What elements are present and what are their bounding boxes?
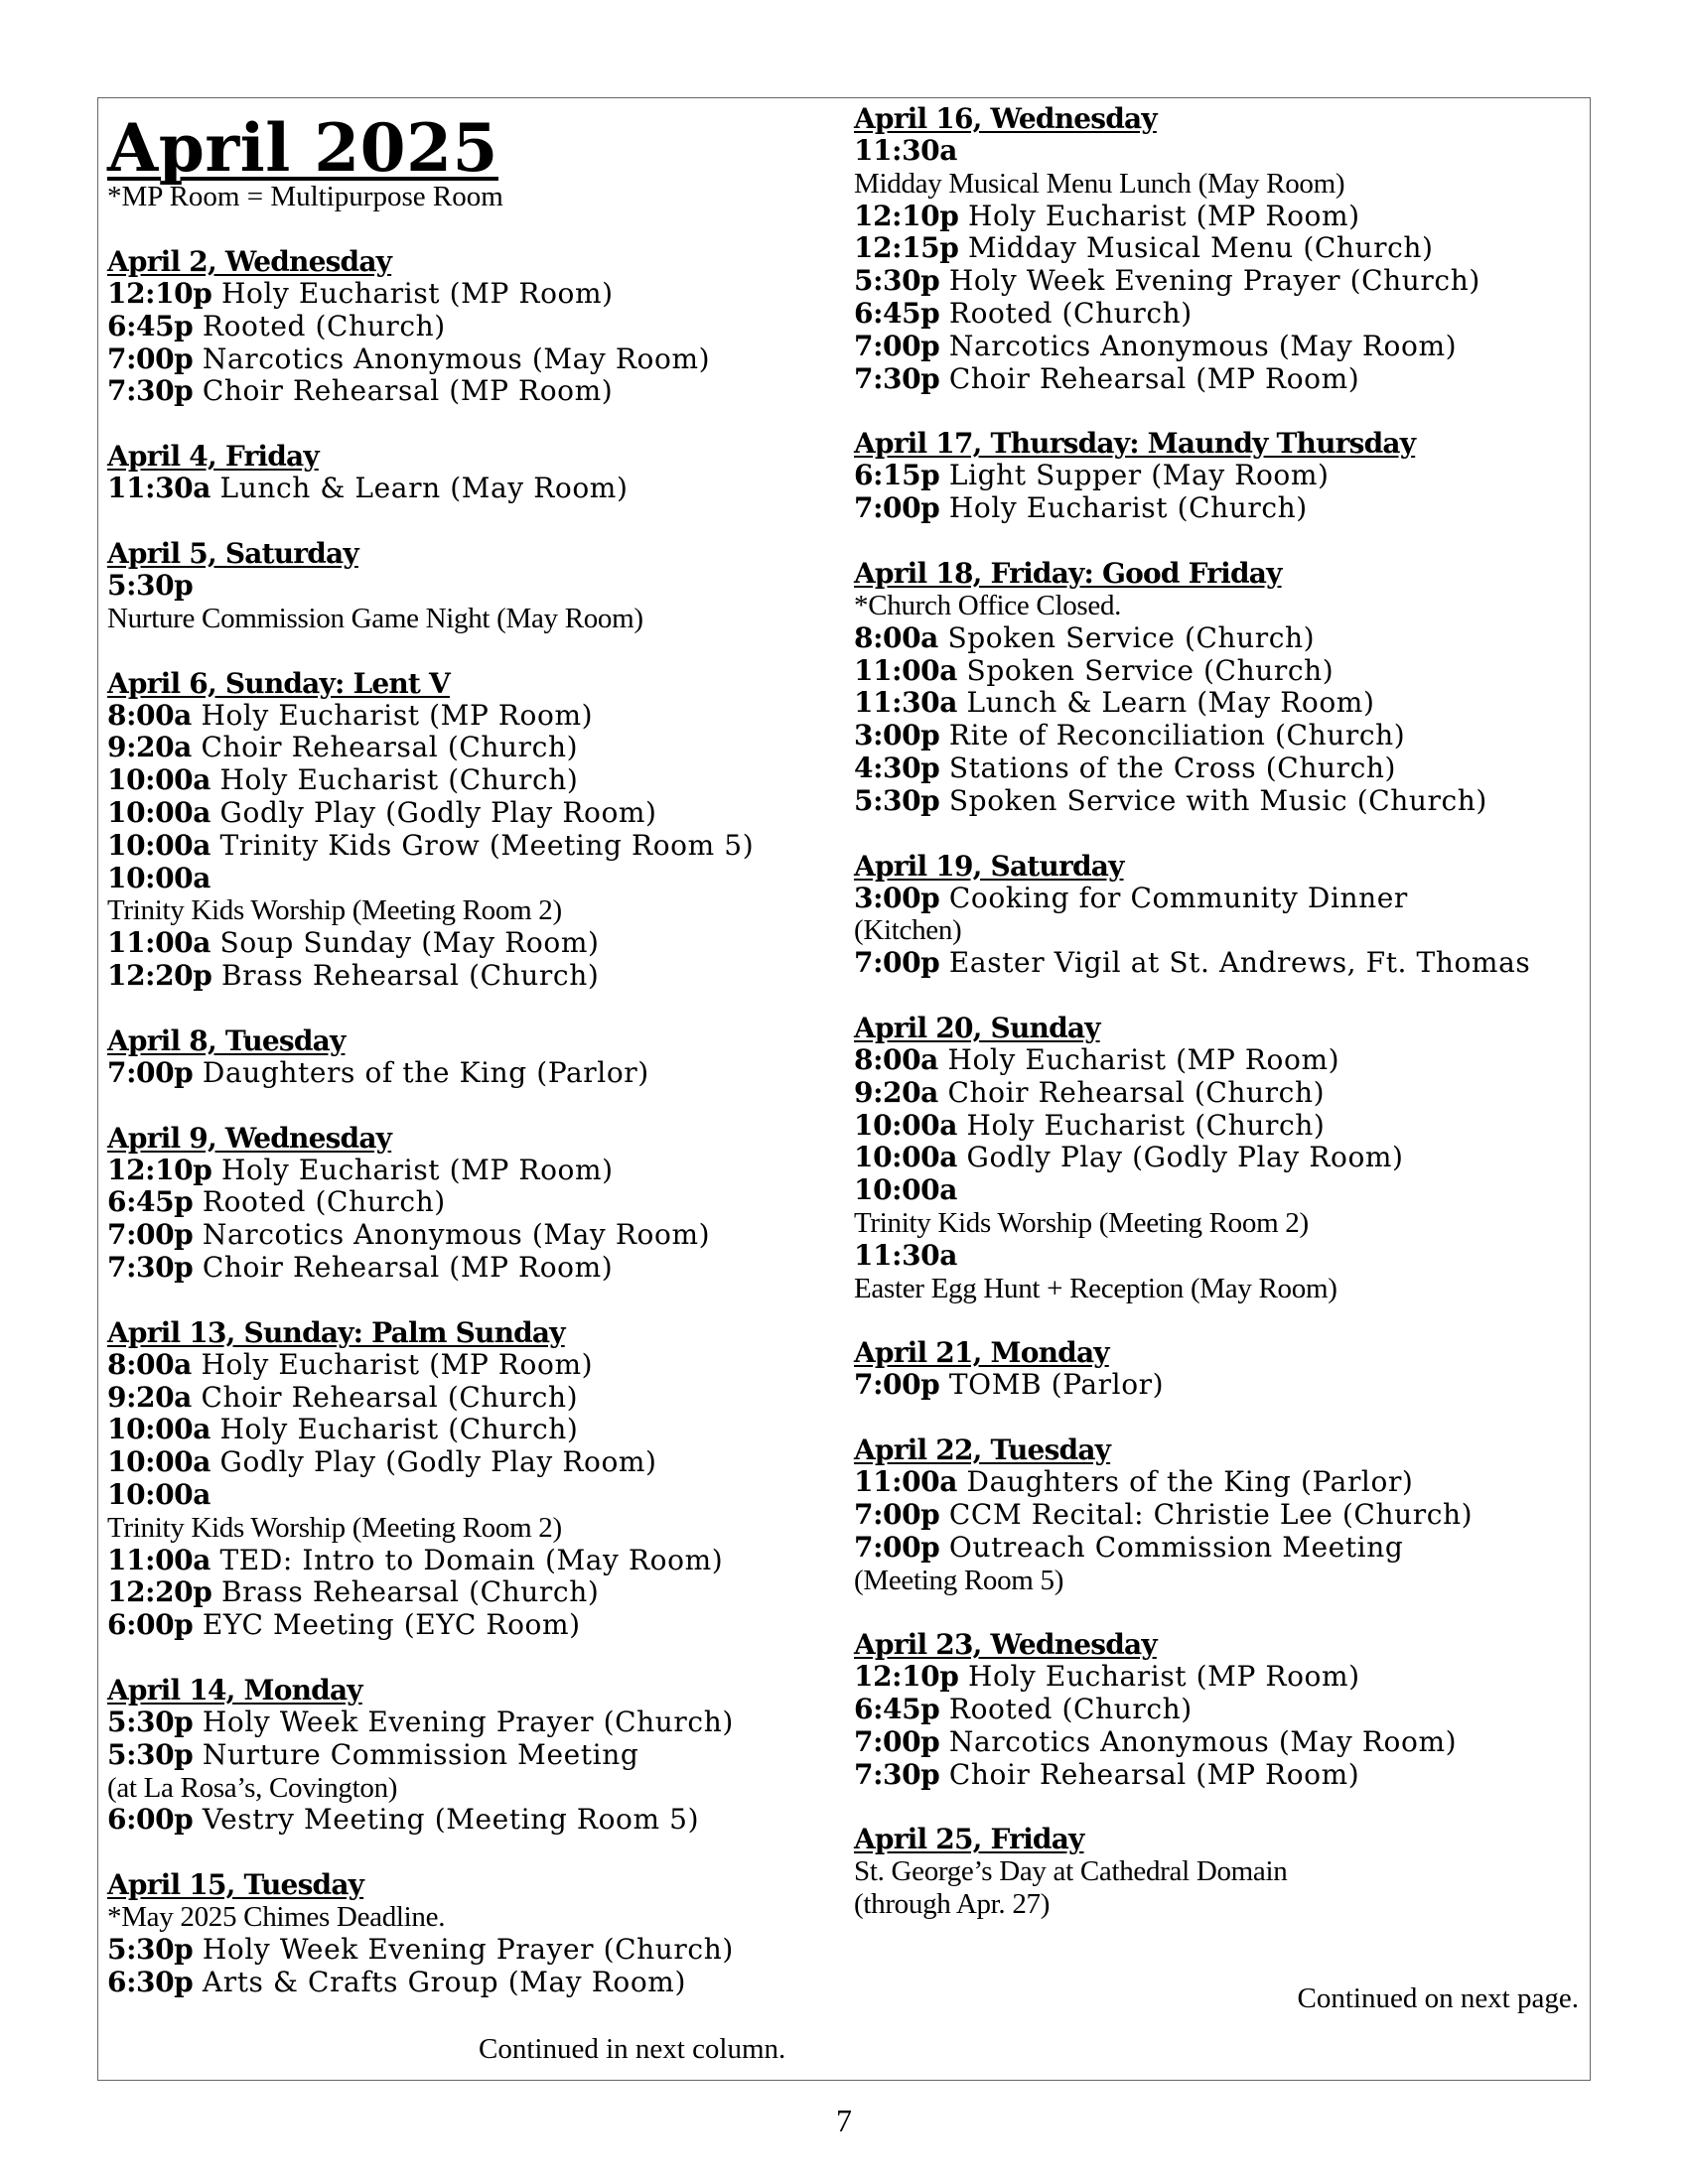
event-time: 5:30p <box>854 264 940 298</box>
event-item <box>854 201 1579 233</box>
event-time: 5:30p <box>107 1932 194 1966</box>
event-description: Holy Eucharist (MP Room) <box>220 277 614 310</box>
event-item <box>854 298 1579 331</box>
event-description-line: (at La Rosa’s, Covington) <box>107 1771 398 1804</box>
event-description: Holy Eucharist (MP Room) <box>201 1347 594 1381</box>
event-item <box>107 927 802 960</box>
event-time: 12:20p <box>107 958 212 992</box>
event-time: 12:15p <box>854 231 959 265</box>
event-time: 11:30a <box>854 134 958 167</box>
event-time: 12:10p <box>854 199 959 232</box>
day-block <box>107 538 802 635</box>
day-heading: April 21, Monday <box>854 1336 1109 1370</box>
event-description: Holy Eucharist (MP Room) <box>967 1660 1360 1694</box>
event-item <box>854 1110 1579 1143</box>
event-description: Holy Week Evening Prayer (Church) <box>202 1932 734 1966</box>
event-item <box>854 331 1579 363</box>
day-heading: April 17, Thursday: Maundy Thursday <box>854 427 1416 461</box>
event-time: 11:00a <box>107 1543 211 1576</box>
event-item <box>107 1479 802 1512</box>
event-time: 7:30p <box>854 1757 940 1791</box>
event-time: 11:30a <box>854 1238 958 1272</box>
event-item <box>854 1466 1579 1499</box>
event-description: Holy Eucharist (MP Room) <box>947 1042 1340 1076</box>
event-description-line: (Meeting Room 5) <box>854 1564 1064 1596</box>
day-block <box>107 1025 802 1090</box>
event-item <box>854 622 1579 655</box>
event-time: 3:00p <box>854 719 940 752</box>
event-item <box>107 960 802 993</box>
event-item <box>107 1414 802 1446</box>
event-item <box>107 473 802 505</box>
event-item <box>107 1804 802 1837</box>
event-description: Outreach Commission Meeting <box>948 1530 1404 1564</box>
event-item <box>107 830 802 863</box>
event-description: TOMB (Parlor) <box>948 1368 1165 1402</box>
event-time: 5:30p <box>854 783 940 817</box>
day-heading: April 2, Wednesday <box>107 245 392 278</box>
event-time: 7:30p <box>107 1250 194 1284</box>
event-time: 12:10p <box>854 1660 959 1694</box>
event-item <box>107 343 802 376</box>
event-description: Rooted (Church) <box>948 1693 1193 1726</box>
event-item <box>107 732 802 764</box>
event-time: 10:00a <box>107 1477 211 1511</box>
day-block <box>107 246 802 408</box>
event-item <box>107 570 802 603</box>
event-item <box>107 1576 802 1609</box>
event-description: Holy Eucharist (Church) <box>966 1108 1326 1142</box>
event-item <box>854 363 1579 396</box>
event-description: EYC Meeting (EYC Room) <box>202 1608 581 1642</box>
day-heading: April 14, Monday <box>107 1673 362 1706</box>
continued-in-next-column: Continued in next column. <box>479 2033 786 2065</box>
event-time: 6:15p <box>854 459 940 492</box>
event-description: Rooted (Church) <box>948 296 1193 330</box>
event-time: 7:00p <box>854 1368 940 1402</box>
event-description: Spoken Service (Church) <box>947 620 1316 654</box>
day-note: *May 2025 Chimes Deadline. <box>107 1901 446 1934</box>
event-description: Choir Rehearsal (MP Room) <box>948 1757 1360 1791</box>
day-block <box>854 1013 1579 1304</box>
day-block <box>854 1629 1579 1791</box>
event-time: 6:30p <box>107 1965 194 1998</box>
event-time: 10:00a <box>107 763 211 797</box>
event-description: Holy Eucharist (Church) <box>948 491 1308 525</box>
day-block <box>107 1123 802 1285</box>
event-description: Choir Rehearsal (MP Room) <box>202 374 614 408</box>
day-block <box>854 1337 1579 1402</box>
day-heading: April 15, Tuesday <box>107 1868 364 1902</box>
event-time: 12:20p <box>107 1575 212 1609</box>
left-column <box>107 103 802 1998</box>
event-item <box>854 1694 1579 1726</box>
event-description-line: (Kitchen) <box>854 914 962 947</box>
event-time: 11:30a <box>854 686 958 720</box>
event-description: Holy Week Evening Prayer (Church) <box>948 264 1480 298</box>
event-item <box>107 375 802 408</box>
event-description: Godly Play (Godly Play Room) <box>219 795 657 829</box>
event-description-line: Nurture Commission Game Night (May Room) <box>107 602 643 634</box>
event-description: Daughters of the King (Parlor) <box>966 1465 1414 1499</box>
day-block <box>107 1317 802 1642</box>
event-description: Choir Rehearsal (MP Room) <box>202 1250 614 1284</box>
event-description: Spoken Service with Music (Church) <box>948 783 1487 817</box>
event-time: 7:00p <box>107 1218 194 1252</box>
day-note: *Church Office Closed. <box>854 589 1122 621</box>
event-description: Narcotics Anonymous (May Room) <box>948 1724 1458 1758</box>
day-heading: April 16, Wednesday <box>854 102 1157 135</box>
event-time: 7:00p <box>107 1055 194 1089</box>
day-block <box>854 851 1579 980</box>
event-description: Nurture Commission Meeting <box>202 1737 639 1771</box>
day-heading: April 23, Wednesday <box>854 1628 1157 1662</box>
event-time: 11:30a <box>107 472 211 505</box>
event-time: 5:30p <box>107 1737 194 1771</box>
event-time: 10:00a <box>107 828 211 862</box>
day-heading: April 5, Saturday <box>107 536 358 570</box>
event-description-line: Trinity Kids Worship (Meeting Room 2) <box>107 1511 562 1544</box>
event-time: 5:30p <box>107 568 194 602</box>
day-block <box>854 558 1579 818</box>
day-block <box>107 441 802 505</box>
event-item <box>854 1077 1579 1110</box>
day-heading: April 19, Saturday <box>854 849 1124 883</box>
event-time: 7:00p <box>854 1497 940 1531</box>
day-heading: April 6, Sunday: Lent V <box>107 666 450 700</box>
event-time: 6:00p <box>107 1803 194 1837</box>
event-item <box>854 655 1579 688</box>
day-block <box>107 1675 802 1837</box>
event-description: Choir Rehearsal (MP Room) <box>948 361 1360 395</box>
event-item <box>107 1545 802 1577</box>
day-text-line: St. George’s Day at Cathedral Domain <box>854 1855 1288 1888</box>
event-item <box>854 785 1579 818</box>
event-time: 8:00a <box>854 1042 938 1076</box>
event-item <box>854 1174 1579 1207</box>
day-block <box>854 428 1579 525</box>
event-item <box>854 1661 1579 1694</box>
event-time: 6:45p <box>854 1693 940 1726</box>
event-description: Choir Rehearsal (Church) <box>947 1075 1326 1109</box>
event-item <box>854 1369 1579 1402</box>
event-item <box>854 1499 1579 1532</box>
event-item <box>107 1186 802 1219</box>
event-description: Lunch & Learn (May Room) <box>219 472 629 505</box>
event-item <box>107 1967 802 1999</box>
event-item <box>854 1759 1579 1792</box>
event-time: 10:00a <box>854 1141 958 1174</box>
event-item <box>107 1252 802 1285</box>
event-description: Narcotics Anonymous (May Room) <box>202 341 711 375</box>
event-time: 7:00p <box>854 329 940 362</box>
event-description: Narcotics Anonymous (May Room) <box>202 1218 711 1252</box>
event-time: 11:00a <box>107 926 211 960</box>
event-time: 7:30p <box>854 361 940 395</box>
event-description: Holy Eucharist (Church) <box>219 1413 579 1446</box>
event-time: 10:00a <box>107 795 211 829</box>
event-time: 10:00a <box>107 1413 211 1446</box>
event-description: Daughters of the King (Parlor) <box>202 1055 649 1089</box>
day-heading: April 9, Wednesday <box>107 1121 392 1155</box>
day-block <box>107 668 802 993</box>
event-time: 9:20a <box>854 1075 938 1109</box>
page-number: 7 <box>836 2103 852 2138</box>
event-description: Arts & Crafts Group (May Room) <box>202 1965 686 1998</box>
event-description: Midday Musical Menu (Church) <box>967 231 1434 265</box>
event-item <box>854 135 1579 168</box>
event-time: 7:00p <box>854 1530 940 1564</box>
event-time: 11:00a <box>854 653 958 687</box>
event-time: 6:45p <box>107 1185 194 1219</box>
day-heading: April 25, Friday <box>854 1823 1084 1856</box>
event-item <box>854 752 1579 785</box>
event-time: 7:00p <box>107 341 194 375</box>
day-text-line: (through Apr. 27) <box>854 1888 1051 1921</box>
event-item <box>107 1609 802 1642</box>
event-time: 6:00p <box>107 1608 194 1642</box>
event-time: 12:10p <box>107 277 212 310</box>
event-item <box>854 1240 1579 1273</box>
event-description: Holy Eucharist (Church) <box>219 763 579 797</box>
event-item <box>107 1057 802 1090</box>
event-time: 10:00a <box>854 1108 958 1142</box>
event-time: 12:10p <box>107 1153 212 1186</box>
day-block <box>107 1869 802 1998</box>
event-description: Lunch & Learn (May Room) <box>966 686 1375 720</box>
event-description: Stations of the Cross (Church) <box>948 751 1397 784</box>
event-description: Vestry Meeting (Meeting Room 5) <box>202 1803 700 1837</box>
event-description: Rooted (Church) <box>202 1185 446 1219</box>
event-item <box>107 1739 802 1772</box>
day-heading: April 8, Tuesday <box>107 1024 346 1057</box>
event-item <box>107 1706 802 1739</box>
event-time: 9:20a <box>107 1380 192 1414</box>
continued-on-next-page: Continued on next page. <box>1297 1982 1579 2014</box>
event-time: 4:30p <box>854 751 940 784</box>
event-description: Brass Rehearsal (Church) <box>220 958 600 992</box>
event-time: 3:00p <box>854 881 940 914</box>
event-time: 9:20a <box>107 731 192 764</box>
event-item <box>854 1726 1579 1759</box>
day-heading: April 13, Sunday: Palm Sunday <box>107 1315 565 1349</box>
event-item <box>854 492 1579 525</box>
event-description-line: Trinity Kids Worship (Meeting Room 2) <box>854 1206 1309 1239</box>
event-description: Godly Play (Godly Play Room) <box>219 1445 657 1479</box>
event-description: Spoken Service (Church) <box>966 653 1335 687</box>
event-item <box>854 720 1579 752</box>
right-column <box>854 103 1579 1921</box>
event-time: 6:45p <box>107 309 194 342</box>
event-item <box>107 764 802 797</box>
event-description: Choir Rehearsal (Church) <box>201 731 579 764</box>
event-item <box>107 797 802 830</box>
event-time: 7:00p <box>854 946 940 980</box>
event-item <box>854 947 1579 980</box>
event-description-line: Easter Egg Hunt + Reception (May Room) <box>854 1272 1337 1304</box>
event-description-line: Midday Musical Menu Lunch (May Room) <box>854 167 1345 200</box>
day-heading: April 20, Sunday <box>854 1011 1100 1044</box>
event-item <box>854 883 1579 915</box>
day-block <box>854 1434 1579 1596</box>
event-item <box>107 311 802 343</box>
event-description: Holy Eucharist (MP Room) <box>201 698 594 732</box>
event-time: 7:00p <box>854 491 940 525</box>
event-description: Light Supper (May Room) <box>948 459 1330 492</box>
event-item <box>107 1382 802 1415</box>
event-time: 7:00p <box>854 1724 940 1758</box>
event-time: 7:30p <box>107 374 194 408</box>
event-description: Holy Eucharist (MP Room) <box>967 199 1360 232</box>
day-heading: April 4, Friday <box>107 440 319 474</box>
event-item <box>107 1219 802 1252</box>
event-item <box>854 1142 1579 1174</box>
event-description: Easter Vigil at St. Andrews, Ft. Thomas <box>948 946 1531 980</box>
left-day-list <box>107 246 802 1998</box>
event-description: Soup Sunday (May Room) <box>219 926 600 960</box>
event-item <box>854 1532 1579 1565</box>
event-time: 6:45p <box>854 296 940 330</box>
event-description: Trinity Kids Grow (Meeting Room 5) <box>219 828 755 862</box>
day-block <box>854 1824 1579 1921</box>
event-time: 10:00a <box>107 1445 211 1479</box>
event-description: Narcotics Anonymous (May Room) <box>948 329 1458 362</box>
event-time: 10:00a <box>107 861 211 894</box>
event-item <box>107 1934 802 1967</box>
event-description: TED: Intro to Domain (May Room) <box>219 1543 724 1576</box>
event-item <box>107 700 802 733</box>
event-description: Brass Rehearsal (Church) <box>220 1575 600 1609</box>
event-time: 5:30p <box>107 1705 194 1738</box>
event-description-line: Trinity Kids Worship (Meeting Room 2) <box>107 894 562 927</box>
event-time: 8:00a <box>107 1347 192 1381</box>
event-description: Cooking for Community Dinner <box>948 881 1408 914</box>
event-item <box>107 1349 802 1382</box>
event-item <box>107 1446 802 1479</box>
event-description: Rooted (Church) <box>202 309 446 342</box>
right-day-list <box>854 103 1579 1921</box>
day-block <box>854 103 1579 395</box>
event-item <box>854 687 1579 720</box>
event-item <box>107 863 802 895</box>
event-item <box>854 460 1579 492</box>
day-heading: April 22, Tuesday <box>854 1433 1111 1467</box>
event-description: Godly Play (Godly Play Room) <box>966 1141 1404 1174</box>
event-description: CCM Recital: Christie Lee (Church) <box>948 1497 1474 1531</box>
event-item <box>854 1044 1579 1077</box>
room-note: *MP Room = Multipurpose Room <box>107 181 503 212</box>
event-description: Rite of Reconciliation (Church) <box>948 719 1406 752</box>
event-time: 8:00a <box>107 698 192 732</box>
event-description: Choir Rehearsal (Church) <box>201 1380 579 1414</box>
day-heading: April 18, Friday: Good Friday <box>854 556 1282 590</box>
event-time: 11:00a <box>854 1465 958 1499</box>
event-time: 8:00a <box>854 620 938 654</box>
event-item <box>107 1155 802 1187</box>
event-item <box>107 278 802 311</box>
event-item <box>854 232 1579 265</box>
event-description: Holy Week Evening Prayer (Church) <box>202 1705 734 1738</box>
page-title: April 2025 <box>107 109 498 187</box>
event-description: Holy Eucharist (MP Room) <box>220 1153 614 1186</box>
event-time: 10:00a <box>854 1173 958 1207</box>
event-item <box>854 265 1579 298</box>
